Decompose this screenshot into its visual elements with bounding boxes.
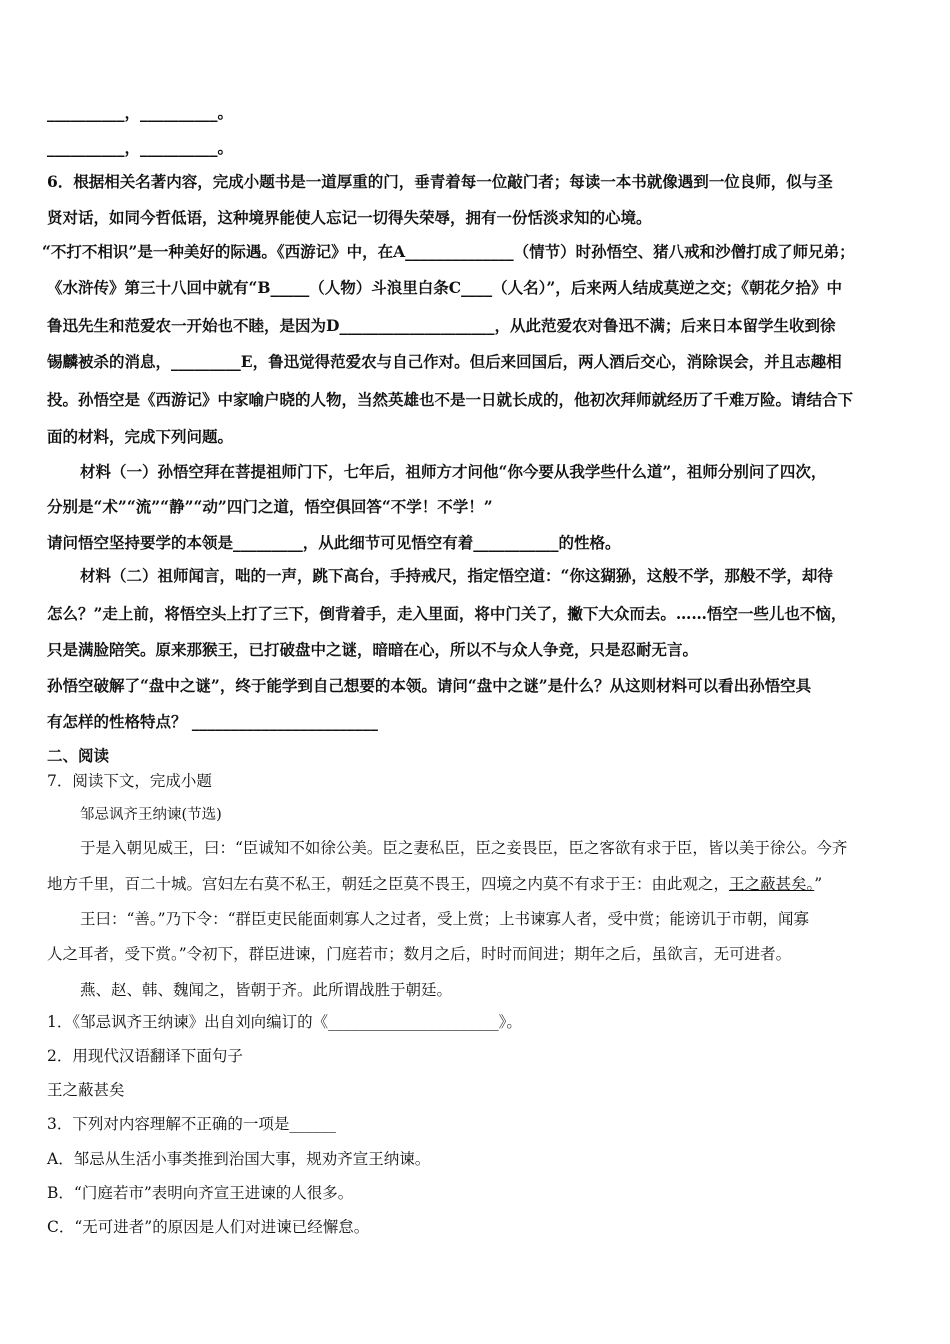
passage-title: 邹忌讽齐王纳谏(节选) [80, 807, 222, 823]
q6-line-7: 投。孙悟空是《西游记》中家喻户晓的人物，当然英雄也不是一日就长成的，他初次拜师就经历了千难万险。请结合下 [47, 390, 854, 409]
material-1-line-1: 材料（一）孙悟空拜在菩提祖师门下，七年后，祖师方才问他“你今要从我学些什么道”，祖师分别问了四次， [80, 462, 827, 481]
option-b: B．“门庭若市”表明向齐宣王进谏的人很多。 [47, 1184, 354, 1202]
q6-line-4: 《水浒传》第三十八回中就有“B_____（人物）斗浪里白条C____（人名）”，后来两人结成莫逆之交；《朝花夕拾》中 [47, 278, 843, 297]
passage-p1-line-1: 于是入朝见威王，曰：“臣诚知不如徐公美。臣之妻私臣，臣之妾畏臣，臣之客欲有求于臣，皆以美于徐公。今齐 [80, 839, 848, 857]
q6-line-5: 鲁迅先生和范爱农一开始也不睦，是因为D____________________，从此范爱农对鲁迅不满；后来日本留学生收到徐 [47, 316, 836, 335]
answer-line-2: __________，__________。 [47, 138, 234, 157]
material-2-line-2: 怎么？”走上前，将悟空头上打了三下，倒背着手，走入里面，将中门关了，撇下大众而去。……悟空一些儿也不恼， [47, 604, 847, 623]
passage-p2-line-2: 人之耳者，受下赏。”令初下，群臣进谏，门庭若市；数月之后，时时而间进；期年之后，虽欲言，无可进者。 [47, 945, 792, 963]
material-2-line-3: 只是满脸陪笑。原来那猴王，已打破盘中之谜，暗暗在心，所以不与众人争竞，只是忍耐无言。 [47, 640, 699, 659]
subq-3: 3．下列对内容理解不正确的一项是______ [47, 1115, 336, 1133]
passage-p2-line-1: 王曰：“善。”乃下令：“群臣吏民能面刺寡人之过者，受上赏；上书谏寡人者，受中赏；能谤讥于市朝，闻寡 [80, 910, 810, 928]
passage-p3: 燕、赵、韩、魏闻之，皆朝于齐。此所谓战胜于朝廷。 [80, 981, 453, 999]
passage-p1-line-2 [47, 874, 910, 894]
material-2-line-1: 材料（二）祖师闻言，咄的一声，跳下高台，手持戒尺，指定悟空道：“你这猢狲，这般不学，那般不学，却待 [80, 566, 833, 585]
q6-line-6: 锡麟被杀的消息，_________E，鲁迅觉得范爱农与自己作对。但后来回国后，两人酒后交心，消除误会，并且志趣相 [47, 352, 842, 371]
option-c: C．“无可进者”的原因是人们对进谏已经懈怠。 [47, 1218, 370, 1236]
q6-line-1: 6．根据相关名著内容，完成小题书是一道厚重的门，垂青着每一位敲门者；每读一本书就像遇到一位良师，似与圣 [47, 172, 833, 191]
q6-line-8: 面的材料，完成下列问题。 [47, 427, 234, 446]
section-2-heading: 二、阅读 [47, 746, 110, 765]
subq-2: 2．用现代汉语翻译下面句子 [47, 1047, 243, 1065]
subq-2-sentence: 王之蔽甚矣 [47, 1081, 125, 1099]
closing-quote: ” [814, 875, 823, 893]
q6-line-2: 贤对话，如同今哲低语，这种境界能使人忘记一切得失荣辱，拥有一份恬淡求知的心境。 [47, 208, 652, 227]
material-2-question-2: 有怎样的性格特点？ ________________________ [47, 712, 378, 731]
subq-1: 1．《邹忌讽齐王纳谏》出自刘向编订的《______________________》。 [47, 1013, 522, 1031]
q7-heading: 7．阅读下文，完成小题 [47, 772, 212, 790]
material-1-line-2: 分别是“术”“流”“静”“动”四门之道，悟空俱回答“不学！不学！” [47, 497, 493, 516]
option-a: A．邹忌从生活小事类推到治国大事，规劝齐宣王纳谏。 [47, 1150, 431, 1168]
material-2-question-1: 孙悟空破解了“盘中之谜”，终于能学到自己想要的本领。请问“盘中之谜”是什么？从这则材料可以看出孙悟空具 [47, 676, 812, 695]
underlined-sentence: 王之蔽甚矣。 [729, 875, 815, 893]
passage-p1-text: 地方千里，百二十城。宫妇左右莫不私王，朝廷之臣莫不畏王，四境之内莫不有求于王：由此观之， [47, 875, 730, 893]
material-1-question: 请问悟空坚持要学的本领是_________，从此细节可见悟空有着___________的性格。 [47, 533, 621, 552]
answer-line-1: __________，__________。 [47, 103, 234, 122]
q6-line-3: “不打不相识”是一种美好的际遇。《西游记》中，在A______________（情节）时孙悟空、猪八戒和沙僧打成了师兄弟； [42, 242, 855, 261]
